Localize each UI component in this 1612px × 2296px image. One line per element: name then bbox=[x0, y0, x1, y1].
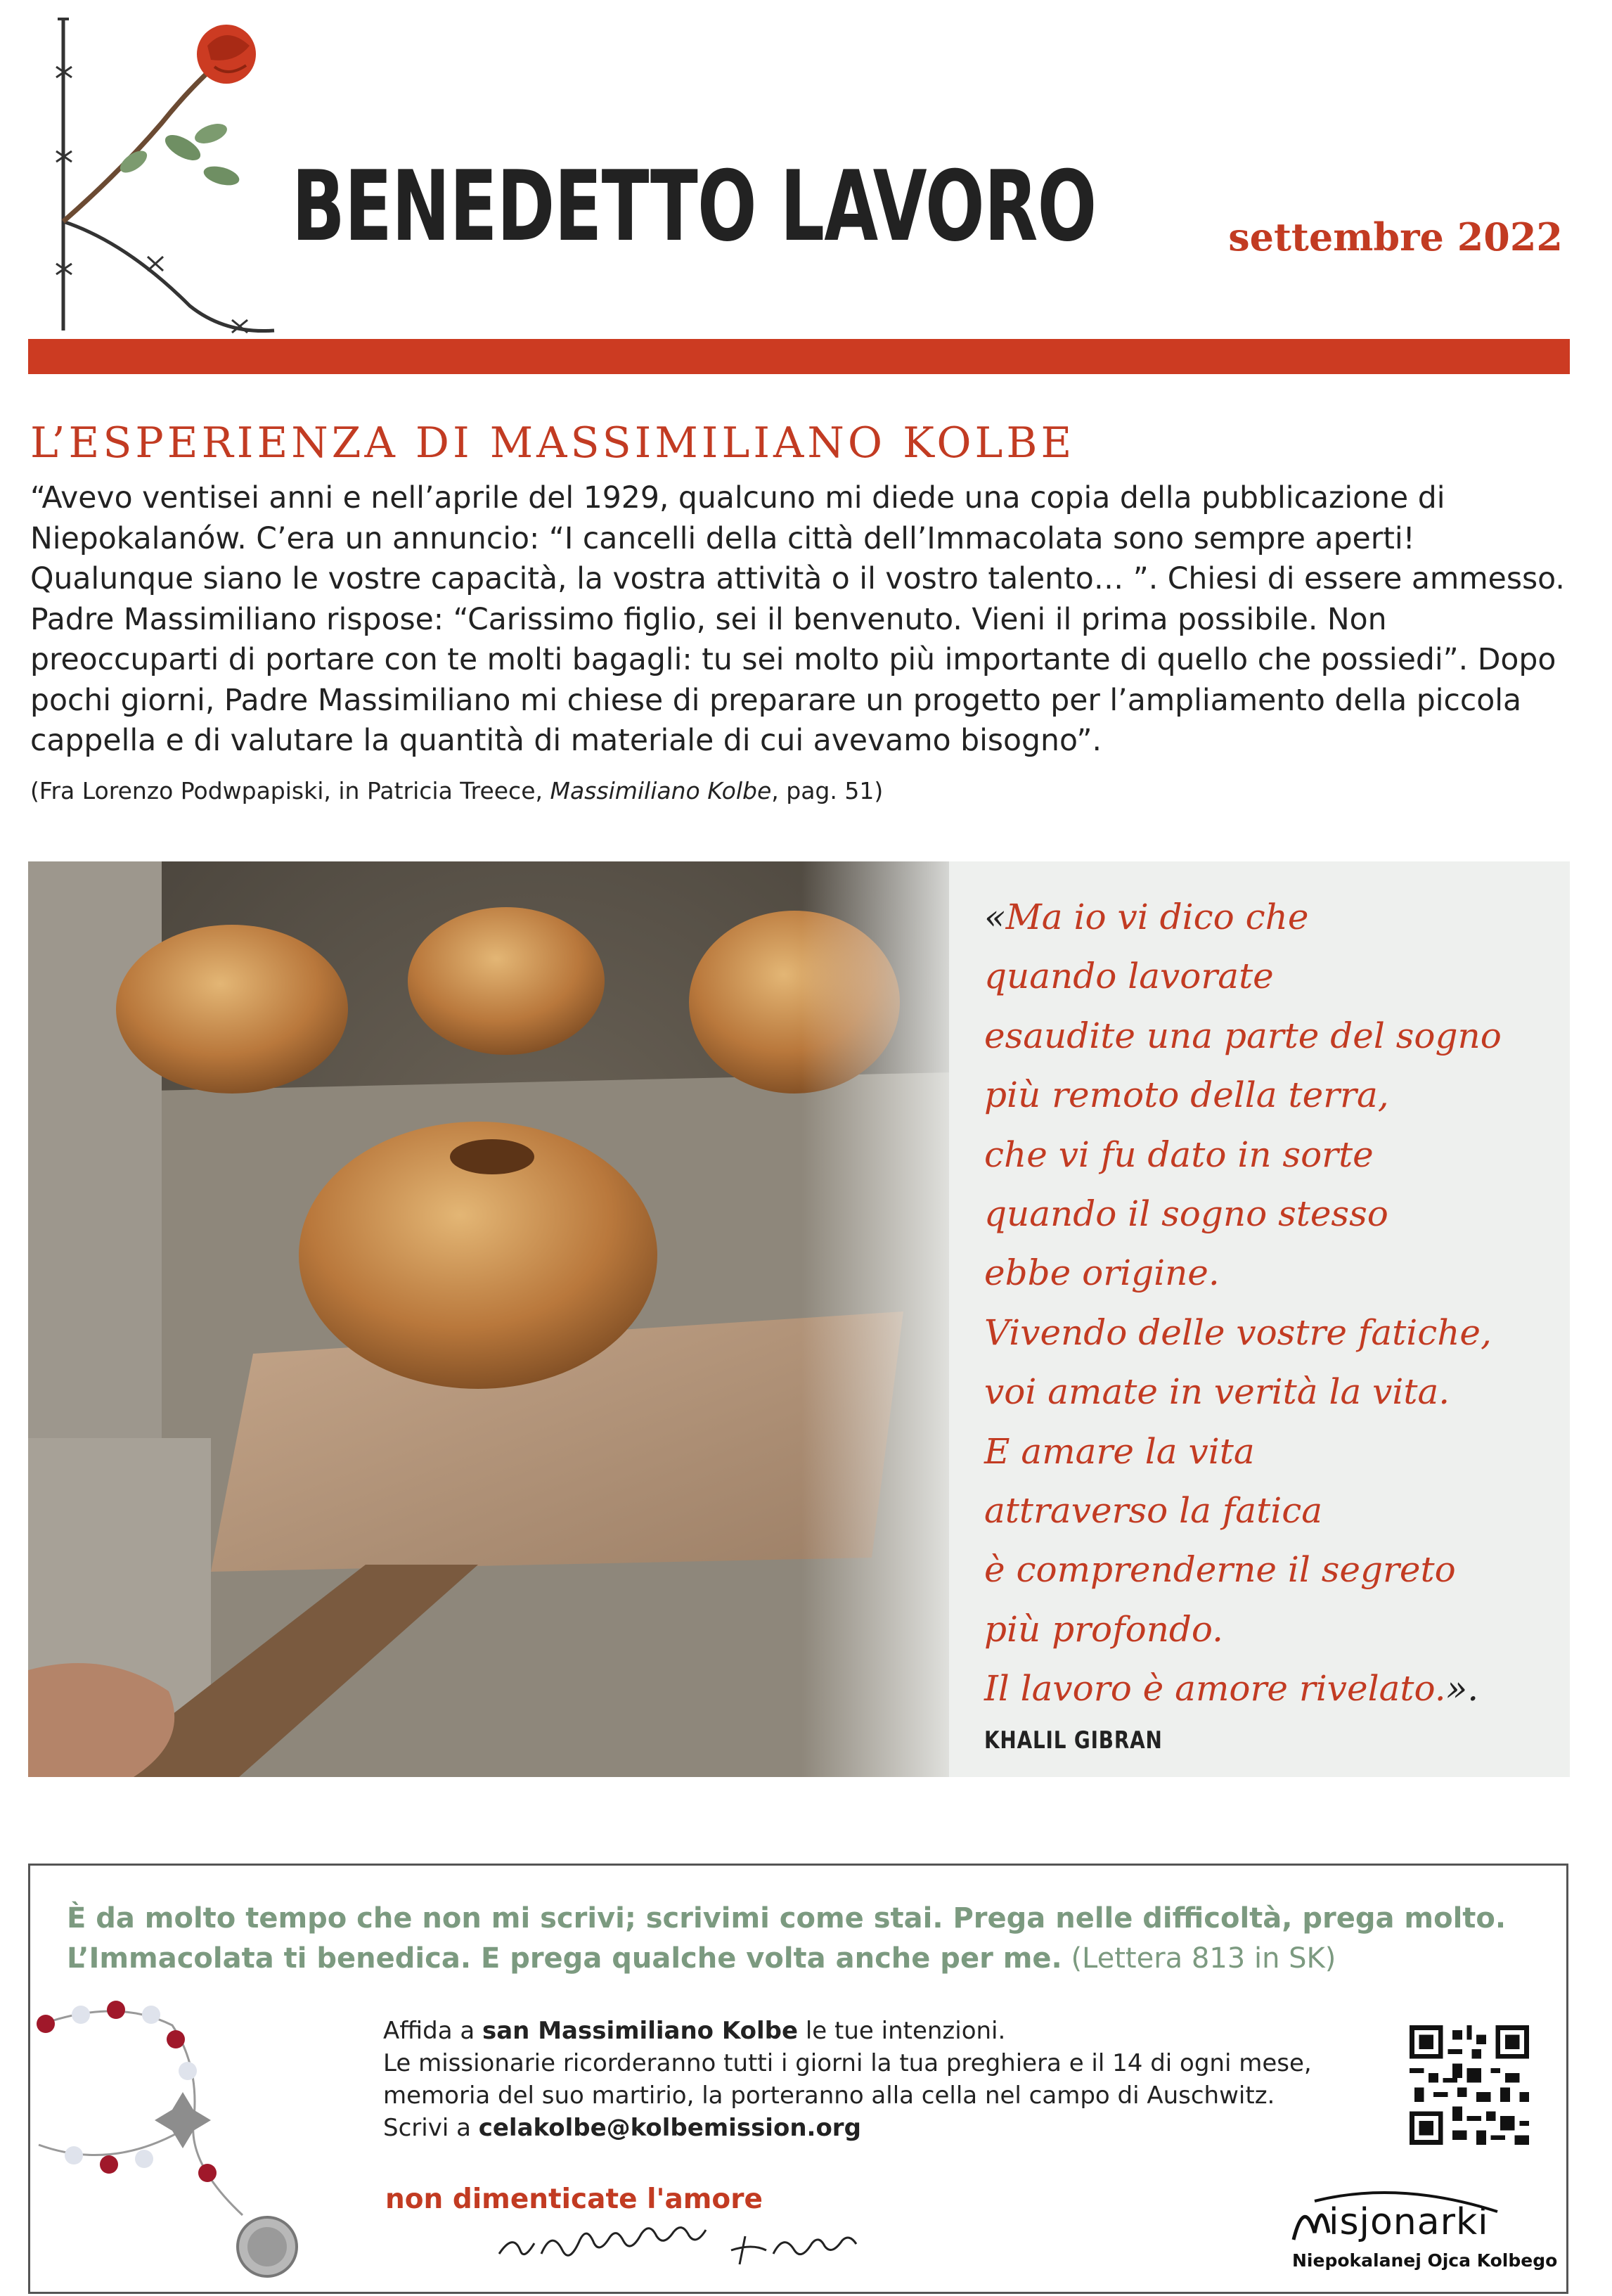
intentions-line-1-post: le tue intenzioni. bbox=[798, 2017, 1006, 2045]
intentions-line-1 bbox=[383, 2015, 1395, 2047]
issue-date: settembre 2022 bbox=[1228, 214, 1563, 259]
letter-quote-reference: (Lettera 813 in SK) bbox=[1062, 1942, 1336, 1975]
misjonarki-logo-text: isjonarki bbox=[1329, 2201, 1489, 2243]
poem-line-text: Il lavoro è amore rivelato. bbox=[984, 1668, 1446, 1710]
newsletter-title: BENEDETTO LAVORO bbox=[292, 150, 1097, 263]
kolbe-signature bbox=[492, 2222, 886, 2271]
letter-quote-text: È da molto tempo che non mi scrivi; scrivimi come stai. Prega nelle difficoltà, prega molto. L’Immacolata ti benedica. E prega qualche volta anche per me. bbox=[67, 1902, 1507, 1975]
header-divider-bar bbox=[28, 339, 1570, 374]
poem-line: quando il sogno stesso bbox=[984, 1193, 1388, 1235]
rosary-image bbox=[32, 1983, 362, 2285]
poem-open-quote: « bbox=[984, 897, 1006, 937]
bread-oven-photo bbox=[28, 861, 949, 1777]
poem-line: quando lavorate bbox=[984, 956, 1274, 997]
intentions-text bbox=[383, 2015, 1395, 2144]
citation-prefix: (Fra Lorenzo Podwpapiski, in Patricia Treece, bbox=[30, 777, 550, 804]
poem-line: che vi fu dato in sorte bbox=[984, 1134, 1374, 1175]
poem-line: Vivendo delle vostre fatiche, bbox=[984, 1311, 1492, 1353]
intentions-line-3 bbox=[383, 2112, 1395, 2144]
poem-line bbox=[984, 1659, 1561, 1718]
poem-line: è comprenderne il segreto bbox=[984, 1549, 1456, 1591]
section-title: L’ESPERIENZA DI MASSIMILIANO KOLBE bbox=[30, 418, 1076, 468]
kolbe-letter-quote bbox=[67, 1899, 1543, 1979]
article-body: “Avevo ventisei anni e nell’aprile del 1929, qualcuno mi diede una copia della pubblicazione di Niepokalanów. C’era un annuncio: “I cancelli della città dell’Immacolata sono sempre aperti! Qualunque siano le vostre capacità, la vostra attività o il vostro talento… ”. Chiesi di essere ammesso. Padre Massimiliano rispose: “Carissimo figlio, sei il benvenuto. Vieni il prima possibile. Non preoccuparti di portare con te molti bagagli: tu sei molto più importante di quello che possiedi”. Dopo pochi giorni, Padre Massimiliano mi chiese di preparare un progetto per l’ampliamento della piccola cappella e di valutare la quantità di materiale di cui avevamo bisogno”. bbox=[30, 481, 1565, 758]
qr-code[interactable] bbox=[1410, 2025, 1529, 2145]
poem-line: più remoto della terra, bbox=[984, 1075, 1389, 1116]
k-rose-logo bbox=[42, 11, 309, 341]
citation-book-title: Massimiliano Kolbe bbox=[550, 777, 772, 804]
intentions-line-2: Le missionarie ricorderanno tutti i giorni la tua preghiera e il 14 di ogni mese, memoria del suo martirio, la porteranno alla cella nel campo di Auschwitz. bbox=[383, 2049, 1312, 2110]
poem-line: esaudite una parte del sogno bbox=[984, 1015, 1502, 1056]
poem-line: attraverso la fatica bbox=[984, 1490, 1323, 1532]
poem-line: E amare la vita bbox=[984, 1430, 1255, 1472]
saint-name: san Massimiliano Kolbe bbox=[482, 2017, 799, 2045]
poem bbox=[984, 887, 1561, 1719]
poem-line: voi amate in verità la vita. bbox=[984, 1371, 1450, 1413]
poem-line bbox=[984, 887, 1561, 947]
poem-line: più profondo. bbox=[984, 1608, 1224, 1650]
slogan: non dimenticate l'amore bbox=[385, 2183, 763, 2215]
contact-email-link[interactable]: celakolbe@kolbemission.org bbox=[478, 2114, 861, 2142]
misjonarki-logo-subtitle: Niepokalanej Ojca Kolbego bbox=[1292, 2250, 1558, 2271]
intentions-line-1-pre: Affida a bbox=[383, 2017, 482, 2045]
write-to-label: Scrivi a bbox=[383, 2114, 479, 2142]
citation-suffix: , pag. 51) bbox=[771, 777, 884, 804]
poem-close-quote: ». bbox=[1445, 1668, 1479, 1710]
article-citation bbox=[30, 777, 883, 804]
poem-line-text: Ma io vi dico che bbox=[1005, 897, 1309, 937]
poem-line: ebbe origine. bbox=[984, 1252, 1220, 1294]
poem-author: KHALIL GIBRAN bbox=[984, 1726, 1163, 1755]
